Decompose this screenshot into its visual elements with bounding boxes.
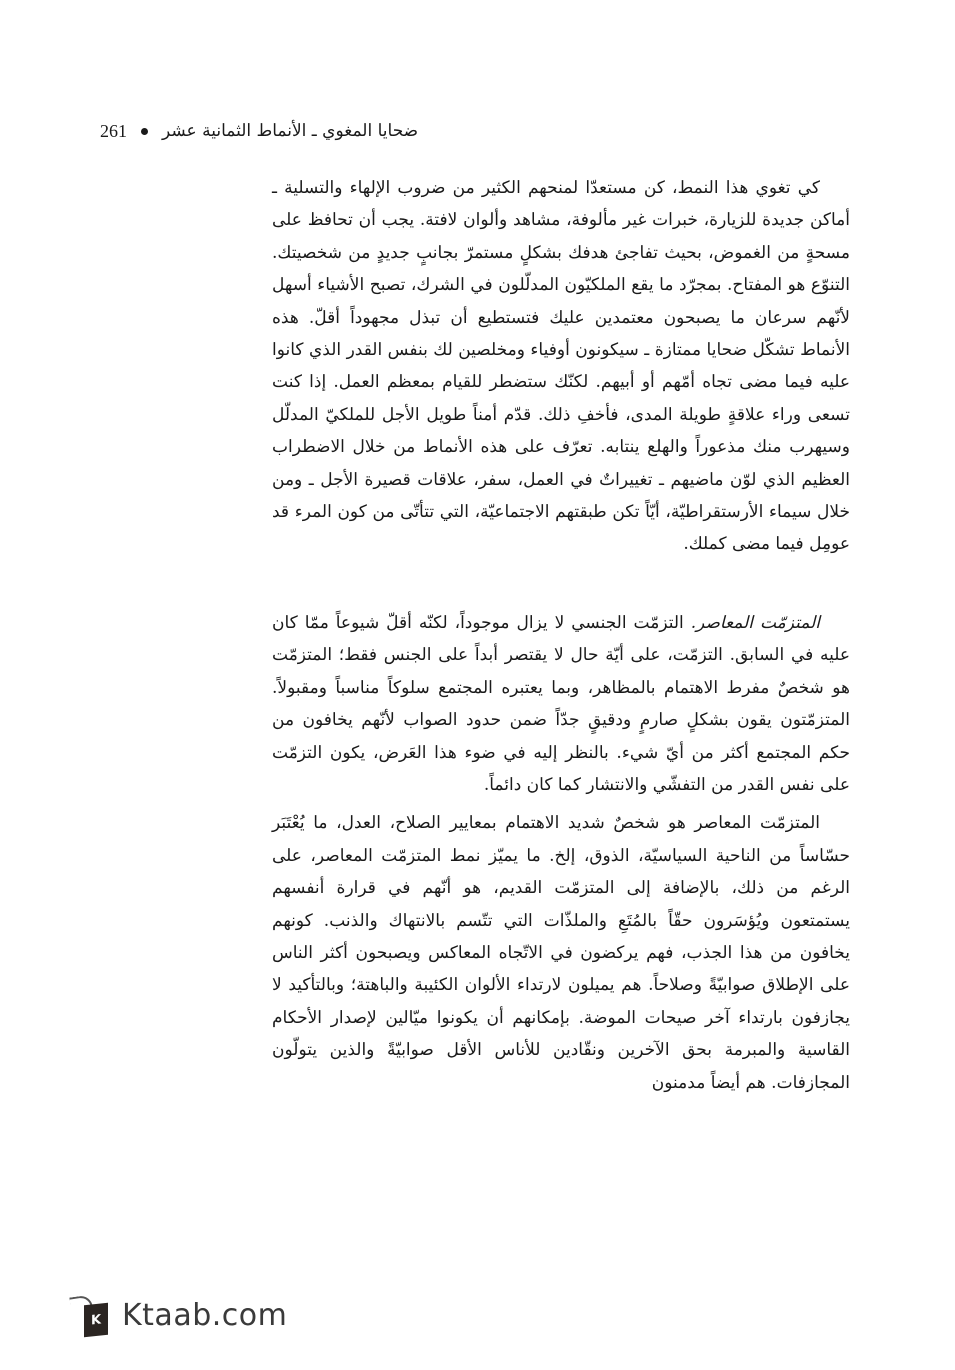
bullet-separator-icon [141, 128, 148, 135]
page-header [100, 116, 440, 146]
ktaab-logo[interactable] [66, 1290, 287, 1340]
paragraph-text: كي تغوي هذا النمط، كن مستعدّا لمنحهم الكثير من ضروب الإلهاء والتسلية ـ أماكن جديدة للزيارة، خبرات غير مألوفة، مشاهد وألوان لافتة. يجب أن تحافظ على مسحةٍ من الغموض، بحيث تفاجئ هدفك بشكلٍ مستمرّ بجانبٍ جديدٍ من شخصيتك. التنوّع هو المفتاح. بمجرّد ما يقع الملكيّون المدلّلون في الشرك، تصبح الأشياء أسهل لأنّهم سرعان ما يصبحون معتمدين عليك فتستطيع أن تبذل مجهوداً أقلّ. هذه الأنماط تشكّل ضحايا ممتازة ـ سيكونون أوفياء ومخلصين لك بنفس القدر الذي كانوا عليه فيما مضى تجاه أمّهم أو أبيهم. لكنّك ستضطر للقيام بمعظم العمل. إذا كنت تسعى وراء علاقةٍ طويلة المدى، فأخفِ ذلك. قدّم أمناً طويل الأجل للملكيّ المدلّل وسيهرب منك مذعوراً والهلع ينتابه. تعرّف على هذه الأنماط من خلال الاضطراب العظيم الذي لوّن ماضيهم ـ تغييراتٌ في العمل، سفر، علاقات قصيرة الأجل ـ ومن خلال سيماء الأرستقراطيّة، أيّاً تكن طبقتهم الاجتماعيّة، التي تتأتّى من كون المرء قد عومِل فيما مضى كملك. [272, 178, 850, 555]
running-title: ضحايا المغوي ـ الأنماط الثمانية عشر [162, 121, 419, 141]
paragraph-text: التزمّت الجنسي لا يزال موجوداً، لكنّه أقلّ شيوعاً ممّا كان عليه في السابق. التزمّت، على أيّة حال لا يقتصر أبداً على الجنس فقط؛ المتزمّت هو شخصٌ مفرط الاهتمام بالمظاهر، وبما يعتبره المجتمع سلوكاً مناسباً ومقبولاً. المتزمّتون يقون بشكلٍ صارمٍ ودقيقٍ جدّاً ضمن حدود الصواب لأنّهم يخافون من حكم المجتمع أكثر من أيّ شيء. بالنظر إليه في ضوء هذا العَرض، يكون التزمّت على نفس القدر من التفشّي والانتشار كما كان دائماً. [272, 612, 850, 795]
brand-name: Ktaab.com [122, 1297, 288, 1333]
book-icon [66, 1292, 112, 1338]
paragraph [272, 807, 850, 1099]
logo-letter: K [84, 1303, 108, 1338]
paragraph [272, 607, 850, 801]
body-text [272, 172, 850, 1099]
page-number: 261 [100, 120, 127, 141]
paragraph-text: المتزمّت المعاصر هو شخصٌ شديد الاهتمام بمعايير الصلاح، العدل، ما يُعْتَبَر حسّاساً من الناحية السياسيّة، الذوق، إلخ. ما يميّز نمط المتزمّت المعاصر، على الرغم من ذلك، بالإضافة إلى المتزمّت القديم، هو أنّهم في قرارة أنفسهم يستمتعون ويُؤسَرون حقّاً بالمُتَعِ والملذّات التي تتّسم بالانتهاك والذنب. كونهم يخافون من هذا الجذب، فهم يركضون في الاتّجاه المعاكس ويصبحون أكثر الناس على الإطلاق صوابيّةً وصلاحاً. هم يميلون لارتداء الألوان الكئيبة والباهتة؛ وبالتأكيد لا يجازفون بارتداء آخر صيحات الموضة. بإمكانهم أن يكونوا ميّالين لإصدار الأحكام القاسية والمبرمة بحق الآخرين ونقّادين للأناس الأقل صوابيّةً والذين يتولّون المجازفات. هم أيضاً مدمنون [272, 813, 850, 1093]
paragraph [272, 172, 850, 561]
section-lead-heading: المتزمّت المعاصر. [690, 612, 820, 633]
